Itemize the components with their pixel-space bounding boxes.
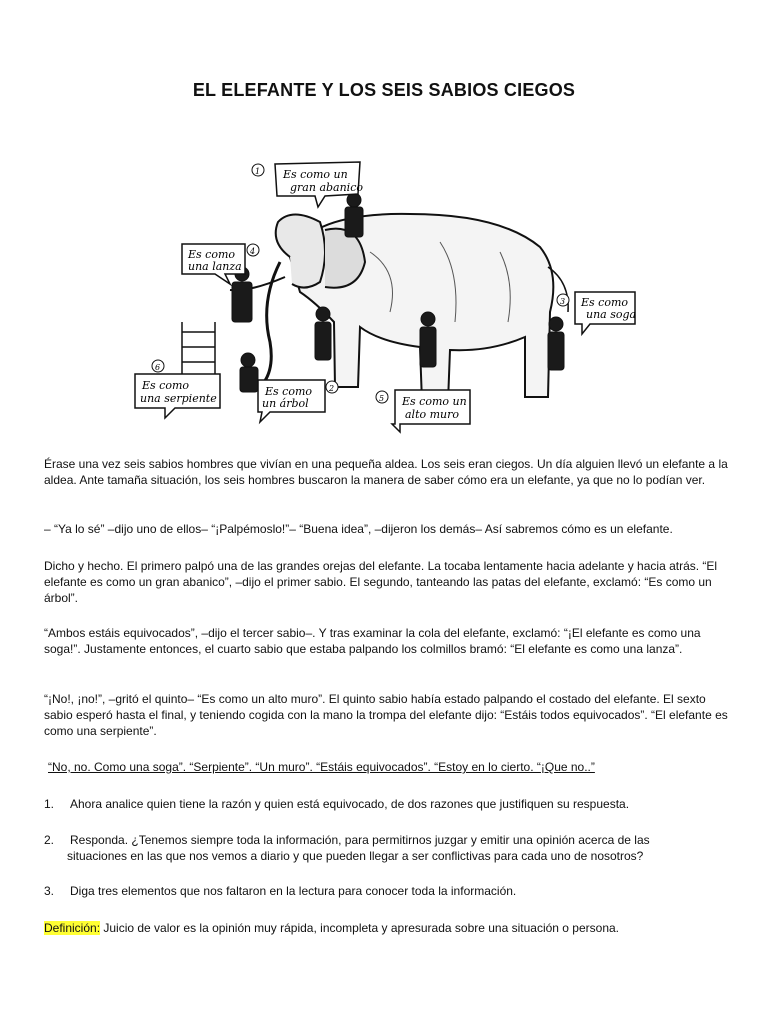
paragraph-argument: “No, no. Como una soga”. “Serpiente”. “Un muro”. “Estáis equivocados”. “Estoy en lo cierto. “¡Que no..” <box>48 760 595 774</box>
elephant-and-six-blind-men-illustration <box>120 152 650 442</box>
question-text: Ahora analice quien tiene la razón y quien está equivocado, de dos razones que justifiquen su respuesta. <box>70 797 630 811</box>
bubble-text-line2: gran abanico <box>290 181 363 194</box>
document-title: EL ELEFANTE Y LOS SEIS SABIOS CIEGOS <box>192 80 576 100</box>
question-text: Responda. ¿Tenemos siempre toda la información, para permitirnos juzgar y emitir una opinión acerca de las <box>70 833 650 847</box>
bubble-text-line2: alto muro <box>405 408 460 421</box>
bubble-text-line2: una lanza <box>188 260 242 273</box>
question-number: 2. <box>44 833 55 847</box>
bubble-text-line2: una soga <box>586 308 637 321</box>
elephant-icon <box>230 214 568 402</box>
bubble-number: 3 <box>560 297 566 306</box>
speech-bubble-3 <box>557 292 636 334</box>
bubble-number: 5 <box>379 394 385 403</box>
paragraph-fifth-sixth-sage: “¡No!, ¡no!”, –gritó el quinto– “Es como un alto muro”. El quinto sabio había estado palpando el costado del elefante. El sexto sabio esperó hasta el final, y teniendo cogida con la mano la trompa del elefante dijo: “Estáis todos equivocados”. “El elefante es como una serpiente”. <box>44 692 728 738</box>
bubble-text-line1: Es como <box>188 248 236 261</box>
bubble-text-line2: una serpiente <box>140 392 217 405</box>
question-2 <box>44 832 734 864</box>
bubble-text-line1: Es como <box>265 385 313 398</box>
paragraph-third-fourth-sage: “Ambos estáis equivocados”, –dijo el tercer sabio–. Y tras examinar la cola del elefante, exclamó: “¡El elefante es como una soga!”. Justamente entonces, el cuarto sabio que estaba palpando los colmillos bramó: “El elefante es como una lanza”. <box>44 626 701 656</box>
ladder-icon <box>182 322 215 382</box>
bubble-text-line1: Es como <box>142 379 190 392</box>
paragraph-intro: Érase una vez seis sabios hombres que vivían en una pequeña aldea. Los seis eran ciegos. Un día alguien llevó un elefante a la aldea. Ante tamaña situación, los seis hombres buscaron la manera de saber cómo era un elefante, ya que no lo podían ver. <box>44 457 728 487</box>
speech-bubble-2 <box>258 380 338 422</box>
definition <box>44 920 734 936</box>
speech-bubble-5 <box>376 390 470 432</box>
paragraph-dialogue: – “Ya lo sé” –dijo uno de ellos– “¡Palpémoslo!”– “Buena idea”, –dijeron los demás– Así sabremos cómo es un elefante. <box>44 522 673 536</box>
bubble-text-line1: Es como un <box>402 395 467 408</box>
bubble-number: 4 <box>250 247 256 256</box>
question-number: 1. <box>44 797 55 811</box>
question-text: Diga tres elementos que nos faltaron en la lectura para conocer toda la información. <box>70 884 517 898</box>
question-1 <box>44 796 734 812</box>
question-text-continued: situaciones en las que nos vemos a diario y que pueden llegar a ser conflictivas para cada uno de nosotros? <box>67 849 644 863</box>
bubble-number: 2 <box>329 384 335 393</box>
bubble-text-line2: un árbol <box>262 397 309 410</box>
bubble-number: 6 <box>155 363 161 372</box>
definition-text: Juicio de valor es la opinión muy rápida, incompleta y apresurada sobre una situación o persona. <box>100 921 620 935</box>
bubble-text-line1: Es como un <box>283 168 348 181</box>
bubble-text-line1: Es como <box>581 296 629 309</box>
question-3 <box>44 883 734 899</box>
question-number: 3. <box>44 884 55 898</box>
definition-label: Definición: <box>44 921 101 935</box>
paragraph-first-second-sage: Dicho y hecho. El primero palpó una de las grandes orejas del elefante. La tocaba lentamente hacia adelante y hacia atrás. “El elefante es como un gran abanico”, –dijo el primer sabio. El segundo, tanteando las patas del elefante, exclamó: “Es como un árbol”. <box>44 559 718 605</box>
bubble-number: 1 <box>255 167 261 176</box>
speech-bubble-6 <box>135 360 220 418</box>
